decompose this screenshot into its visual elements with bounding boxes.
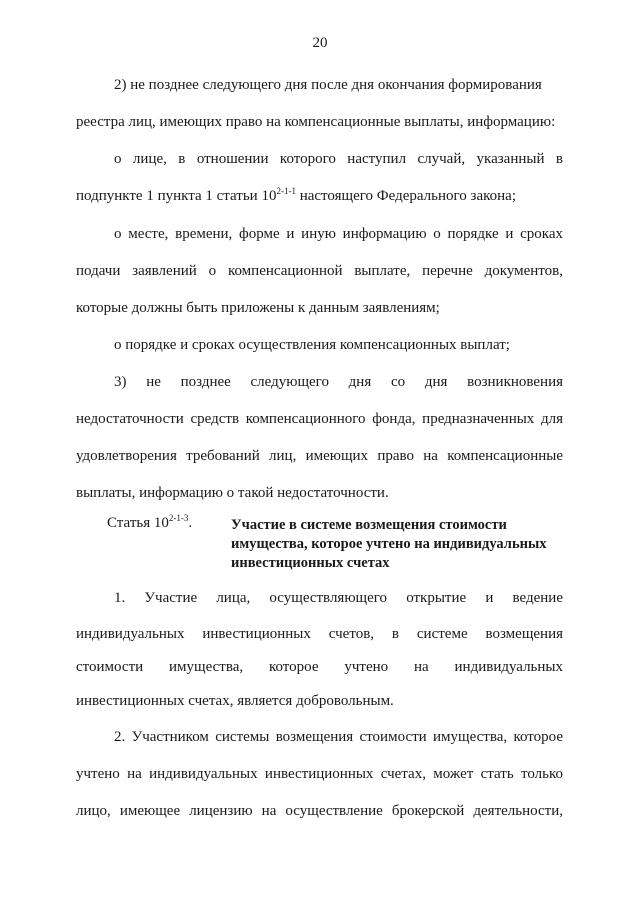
- text-line: которые должны быть приложены к данным заявлениям;: [76, 300, 440, 316]
- text-line: реестра лиц, имеющих право на компенсационные выплаты, информацию:: [76, 114, 556, 130]
- text-line: о месте, времени, форме и иную информацию о порядке и сроках: [114, 226, 563, 242]
- text-line: выплаты, информацию о такой недостаточности.: [76, 485, 389, 501]
- text-line: учтено на индивидуальных инвестиционных счетах, может стать только: [76, 766, 563, 782]
- text-line: лицо, имеющее лицензию на осуществление брокерской деятельности,: [76, 803, 563, 819]
- text-line: о лице, в отношении которого наступил случай, указанный в: [114, 151, 563, 167]
- text-line: подпункте 1 пункта 1 статьи 10$^{2-1-1}$ настоящего Федерального закона;: [76, 186, 517, 204]
- text-line: о порядке и сроках осуществления компенсационных выплат;: [114, 337, 510, 353]
- article-title-line: инвестиционных счетах: [231, 555, 390, 571]
- text-line: стоимости имущества, которое учтено на индивидуальных: [76, 659, 563, 675]
- text-line: 1. Участие лица, осуществляющего открытие и ведение: [114, 590, 563, 606]
- superscript: 2-1-3: [168, 513, 189, 523]
- text-line: инвестиционных счетах, является добровольным.: [76, 693, 394, 709]
- text-line: подачи заявлений о компенсационной выплате, перечне документов,: [76, 263, 563, 279]
- article-heading-label: Статья 10$^{2-1-3}$.: [107, 513, 193, 531]
- text-line: 2) не позднее следующего дня после дня окончания формирования: [114, 77, 542, 93]
- text-line: 3) не позднее следующего дня со дня возникновения: [114, 374, 563, 390]
- article-title-line: имущества, которое учтено на индивидуальных: [231, 536, 547, 552]
- text-line: удовлетворения требований лиц, имеющих право на компенсационные: [76, 448, 563, 464]
- article-title-line: Участие в системе возмещения стоимости: [231, 517, 507, 533]
- superscript: 2-1-1: [276, 186, 296, 196]
- article-title: [231, 516, 571, 573]
- page-number: 20: [312, 35, 328, 51]
- text-line: 2. Участником системы возмещения стоимости имущества, которое: [114, 729, 563, 745]
- text-line: индивидуальных инвестиционных счетов, в системе возмещения: [76, 626, 563, 642]
- text-line: недостаточности средств компенсационного фонда, предназначенных для: [76, 411, 563, 427]
